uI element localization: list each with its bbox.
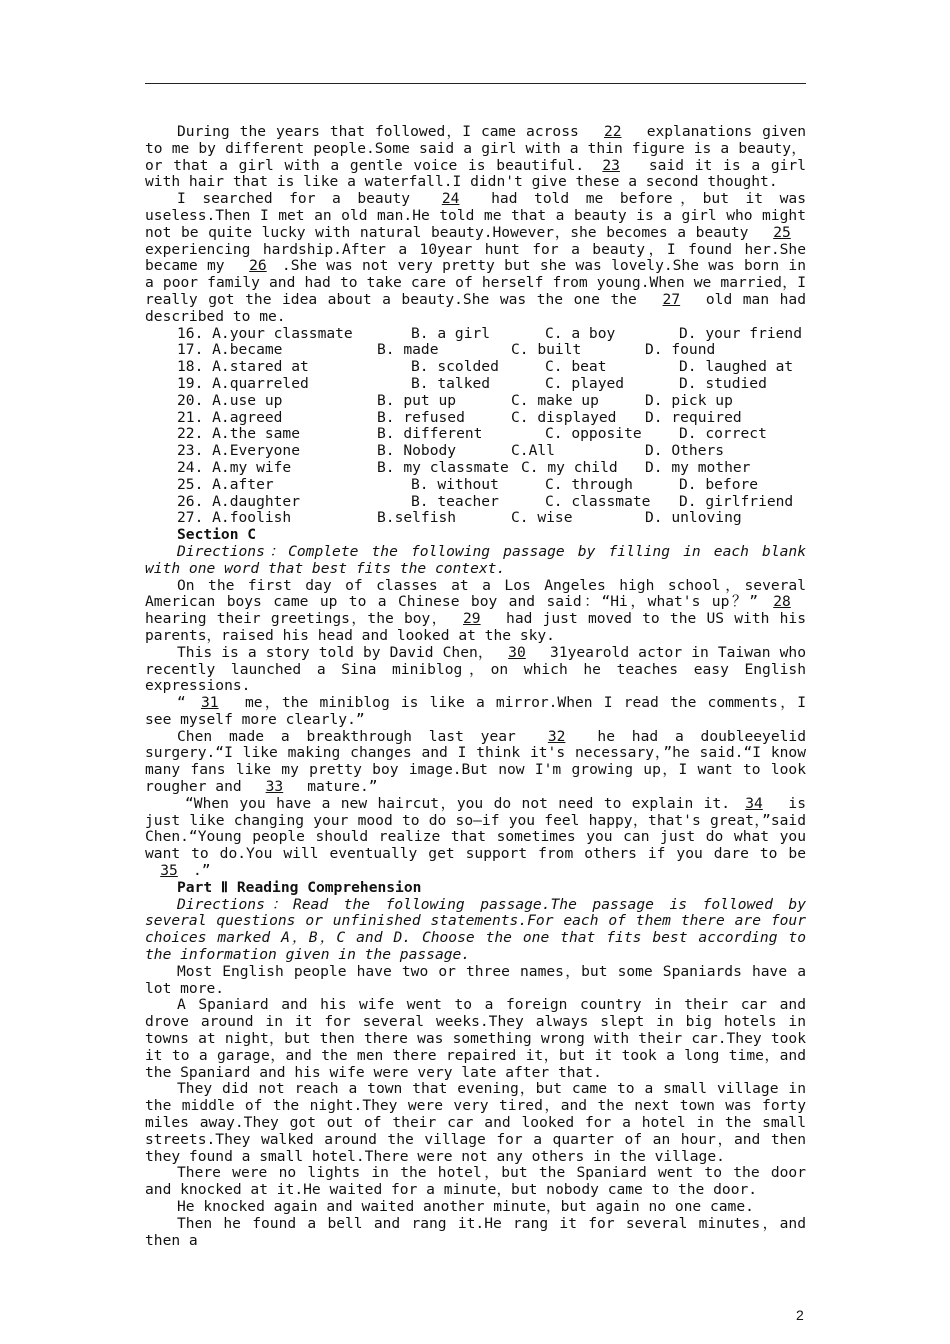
section-c-title: Section C [177, 526, 257, 544]
reading-paragraph-3: They did not reach a town that evening，but came to a small village in the middle of the night.They were very tired，and the next town was forty miles away.They got out of their car and looked for a hotel in the small streets.They walked around the village for a quarter of an hour，and then they found a small hotel.There were not any others in the village. [145, 1080, 806, 1165]
option-row-18: 18. A.stared at B. scolded C. beat D. laughed at [177, 358, 794, 376]
blank-27: 27 [662, 290, 681, 308]
section-c-paragraph-5: “When you have a new haircut，you do not need to explain it. 34 is just like changing your mood to do so—if you feel happy，that's great，”said Chen.“Young people should realize that sometimes you can just do what you want to do.You will eventually get support from others if you dare to be 35 .” [145, 794, 806, 880]
blank-32: 32 [547, 727, 566, 745]
option-row-16: 16. A.your classmate B. a girl C. a boy D. your friend [177, 324, 803, 342]
reading-paragraph-5: He knocked again and waited another minute，but again no one came. [177, 1198, 754, 1215]
reading-paragraph-2: A Spaniard and his wife went to a foreign country in their car and drove around in it for several weeks.They always slept in big hotels in towns at night，but then there was something wrong with their car.They took it to a garage，and the men there repaired it，but it took a long time，and the Spaniard and his wife were very late after that. [145, 996, 806, 1081]
blank-34: 34 [745, 794, 763, 812]
section-c-paragraph-2: This is a story told by David Chen， 30 31yearold actor in Taiwan who recently launched a Sina miniblog，on which he teaches easy English expressions. [145, 643, 806, 695]
blank-23: 23 [602, 156, 620, 174]
reading-paragraph-4: There were no lights in the hotel，but the Spaniard went to the door and knocked at it.He waited for a minute，but nobody came to the door. [145, 1164, 806, 1199]
reading-paragraph-1: Most English people have two or three names，but some Spaniards have a lot more. [145, 962, 806, 997]
passage-b-paragraph-1: During the years that followed，I came across 22 explanations given to me by different people.Some said a girl with a thin figure is a beauty，or that a girl with a gentle voice is beautiful. 23 said it is a girl with hair that is like a waterfall.I didn't give these a second thought. [145, 123, 807, 191]
option-row-24: 24. A.my wife B. my classmate C. my child D. my mother [177, 458, 751, 476]
section-c-paragraph-3: “ 31 me，the miniblog is like a mirror.When I read the comments，I see myself more clearly.” [145, 694, 806, 728]
blank-22: 22 [603, 123, 622, 140]
blank-25: 25 [773, 223, 791, 241]
option-row-21: 21. A.agreed B. refused C. displayed D. required [177, 408, 742, 426]
option-row-19: 19. A.quarreled B. talked C. played D. studied [177, 374, 767, 392]
option-row-27: 27. A.foolish B.selfish C. wise D. unloving [177, 509, 742, 527]
blank-30: 30 [508, 643, 526, 661]
page-number: 2 [796, 1307, 804, 1323]
blank-33: 33 [265, 778, 284, 796]
blank-29: 29 [463, 610, 481, 628]
section-c-paragraph-1: On the first day of classes at a Los Angeles high school，several American boys came up to a Chinese boy and said：“Hi，what's up？” 28 hearing their greetings，the boy， 29 had just moved to the US with his parents，raised his head and looked at the sky. [145, 576, 807, 644]
blank-24: 24 [441, 190, 460, 208]
blank-35: 35 [160, 862, 178, 880]
option-row-26: 26. A.daughter B. teacher C. classmate D. girlfriend [177, 492, 794, 510]
passage-b-paragraph-2: I searched for a beauty 24 had told me before，but it was useless.Then I met an old man.He told me that a beauty is a girl who might not be quite lucky with natural beauty.However，she becomes a beauty 25 experiencing hardship.After a 10year hunt for a beauty，I found her.She became my 26 .She was not very pretty but she was lovely.She was born in a poor family and had to take care of herself from young.When we married，I really got the idea about a beauty.She was the one the 27 old man had described to me. [145, 190, 806, 325]
reading-paragraph-6: Then he found a bell and rang it.He rang it for several minutes，and then a [145, 1214, 806, 1249]
option-row-22: 22. A.the same B. different C. opposite D. correct [177, 425, 767, 443]
option-row-17: 17. A.became B. made C. built D. found [177, 341, 716, 359]
option-row-23: 23. A.Everyone B. Nobody C.All D. Others [177, 442, 725, 460]
part-2-title: Part Ⅱ Reading Comprehension [177, 878, 422, 896]
section-c-paragraph-4: Chen made a breakthrough last year 32 he had a doubleeyelid surgery.“I like making changes and I think it's necessary，”he said.“I know many fans like my pretty boy image.But now I'm growing up，I want to look rougher and 33 mature.” [145, 727, 806, 796]
part-2-directions: Directions：Read the following passage.The passage is followed by several questions or unfinished statements.For each of them there are four choices marked A，B，C and D. Choose the one that fits best according to the information given in the passage. [145, 895, 806, 964]
document-body [145, 124, 806, 1249]
option-row-20: 20. A.use up B. put up C. make up D. pick up [177, 391, 733, 409]
blank-28: 28 [773, 593, 791, 611]
section-c-directions: Directions：Complete the following passage by filling in each blank with one word that best fits the context. [145, 542, 806, 577]
header-rule [145, 83, 806, 84]
options-list [145, 326, 806, 528]
blank-26: 26 [249, 257, 267, 275]
option-row-25: 25. A.after B. without C. through D. before [177, 475, 759, 493]
blank-31: 31 [201, 694, 219, 712]
